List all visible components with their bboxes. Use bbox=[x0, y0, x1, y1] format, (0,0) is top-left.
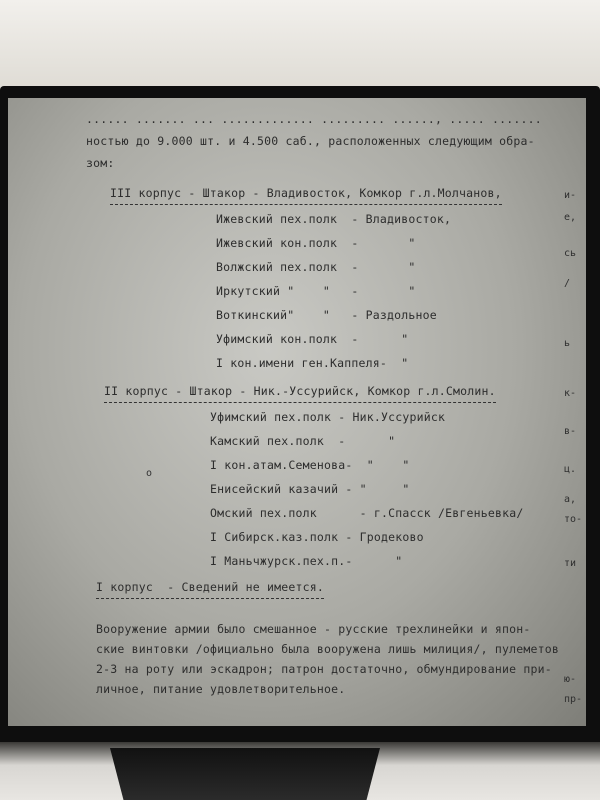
corps2-row: Омский пех.полк - г.Спасск /Евгеньевка/ bbox=[210, 506, 524, 520]
corps3-row: Волжский пех.полк - " bbox=[216, 260, 416, 274]
intro-line-3: зом: bbox=[86, 156, 115, 170]
margin-note: ю- bbox=[564, 674, 577, 685]
corps3-row: Воткинский" " - Раздольное bbox=[216, 308, 437, 322]
margin-circle-mark: о bbox=[146, 468, 153, 479]
typewritten-document bbox=[86, 108, 560, 718]
monitor-stand bbox=[110, 748, 380, 800]
margin-note: е, bbox=[564, 212, 577, 223]
intro-line-1: ...... ....... ... ............. ......... ......, ..... ....... bbox=[86, 112, 542, 126]
margin-note: ь bbox=[564, 338, 571, 349]
arms-line-2: ские винтовки /официально была вооружена лишь милиция/, пулеметов bbox=[96, 642, 560, 656]
margin-note: а, bbox=[564, 494, 577, 505]
margin-note: в- bbox=[564, 426, 577, 437]
margin-note: / bbox=[564, 278, 571, 289]
monitor-screen bbox=[8, 98, 586, 726]
corps2-row: Енисейский казачий - " " bbox=[210, 482, 410, 496]
corps2-row: I Маньчжурск.пех.п.- " bbox=[210, 554, 403, 568]
margin-note: то- bbox=[564, 514, 583, 525]
corps3-row: Ижевский пех.полк - Владивосток, bbox=[216, 212, 452, 226]
margin-note: ц. bbox=[564, 464, 577, 475]
corps2-row: Камский пех.полк - " bbox=[210, 434, 396, 448]
corps3-row: Уфимский кон.полк - " bbox=[216, 332, 409, 346]
margin-note: пр- bbox=[564, 694, 583, 705]
room-background bbox=[0, 0, 600, 92]
arms-line-4: личное, питание удовлетворительное. bbox=[96, 682, 346, 696]
corps2-row: Уфимский пех.полк - Ник.Уссурийск bbox=[210, 410, 446, 424]
arms-line-3: 2-3 на роту или эскадрон; патрон достаточно, обмундирование при- bbox=[96, 662, 552, 676]
corps3-row: I кон.имени ген.Каппеля- " bbox=[216, 356, 409, 370]
margin-note: и- bbox=[564, 190, 577, 201]
corps2-row: I кон.атам.Семенова- " " bbox=[210, 458, 410, 472]
corps2-header: II корпус - Штакор - Ник.-Уссурийск, Комкор г.л.Смолин. bbox=[104, 380, 496, 403]
corps1-line: I корпус - Сведений не имеется. bbox=[96, 576, 324, 599]
monitor-bezel bbox=[0, 86, 600, 756]
arms-line-1: Вооружение армии было смешанное - русские трехлинейки и япон- bbox=[96, 622, 531, 636]
corps2-row: I Сибирск.каз.полк - Гродеково bbox=[210, 530, 424, 544]
margin-note: ти bbox=[564, 558, 577, 569]
intro-line-2: ностью до 9.000 шт. и 4.500 саб., расположенных следующим обра- bbox=[86, 134, 535, 148]
corps3-row: Иркутский " " - " bbox=[216, 284, 416, 298]
margin-note: к- bbox=[564, 388, 577, 399]
corps3-header: III корпус - Штакор - Владивосток, Комкор г.л.Молчанов, bbox=[110, 182, 502, 205]
margin-note: сь bbox=[564, 248, 577, 259]
corps3-row: Ижевский кон.полк - " bbox=[216, 236, 416, 250]
